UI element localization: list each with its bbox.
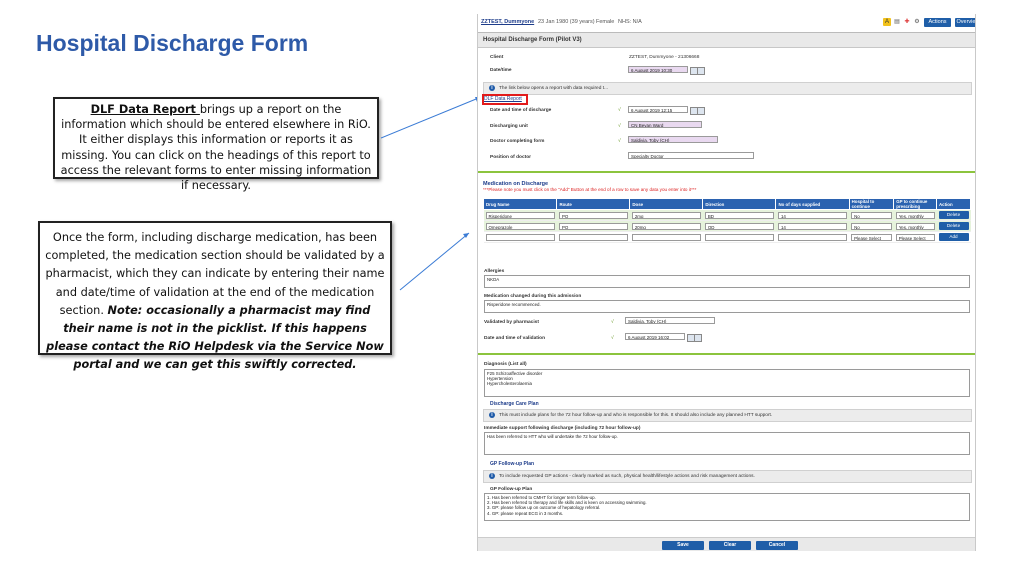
gp-info-bar [483, 470, 972, 483]
dlf-report-callout-text: brings up a report on the information which should be entered elsewhere in RiO. It either displays this information or reports it as missing. You can click on the headings of this report to access the relevant forms to enter missing information if necessary. [60, 103, 372, 193]
discharge-datetime-label: Date and time of discharge [490, 108, 552, 113]
gp-plan-field[interactable] [484, 493, 970, 521]
info-icon: i [489, 412, 495, 418]
banner-icons [883, 18, 923, 26]
delete-button[interactable]: Delete [939, 211, 969, 219]
diagnosis-label: Diagnosis (List all) [484, 362, 527, 367]
patient-gender: Female [596, 19, 615, 25]
diagnosis-field[interactable] [484, 369, 970, 397]
settings-icon[interactable]: ⚙ [914, 19, 920, 25]
mandatory-tick-icon: √ [611, 335, 614, 341]
dose-field[interactable]: 2mg [632, 212, 701, 219]
client-label: Client [490, 55, 504, 60]
gp-plan-line: 3. GP: please follow up on outcome of hepatology referral. [487, 505, 601, 511]
diagnosis-line: Hypertension [487, 376, 513, 382]
route-field[interactable]: PO [559, 212, 628, 219]
drug-name-field[interactable]: Risperidone [486, 212, 555, 219]
route-field[interactable]: PO [559, 223, 628, 230]
gp-info-text: To include requested GP actions - clearly marked as such, physical health/lifestyle actions and risk management actions. [499, 474, 755, 479]
diagnosis-line: Hypercholesterolaemia [487, 381, 532, 387]
dlf-link-highlight [482, 94, 528, 105]
allergies-label: Allergies [484, 269, 505, 274]
hospital-continue-select[interactable]: No [851, 212, 892, 219]
connector-line-pharmacist [400, 233, 469, 290]
dlf-data-report-link[interactable]: DLF Data Report [484, 96, 522, 102]
rio-form-screenshot [477, 14, 976, 551]
alert-icon[interactable]: ✚ [904, 19, 910, 25]
gp-continue-select[interactable]: Yes, monthly [896, 212, 935, 219]
medication-table [483, 198, 971, 243]
direction-field[interactable]: BD [705, 212, 774, 219]
discharging-unit-label: Discharging unit [490, 124, 528, 129]
col-direction: Direction [703, 199, 776, 210]
allergies-field[interactable]: NKDA [484, 275, 970, 288]
days-field[interactable]: 14 [778, 212, 847, 219]
gp-continue-select[interactable]: Yes, monthly [896, 223, 935, 230]
medication-add-note: ***Please note you must click on the "Add" Button at the end of a row to save any data you enter into it*** [483, 187, 697, 192]
cancel-button[interactable]: Cancel [756, 541, 798, 550]
pharmacist-select[interactable]: Saldivia, Toby (CH) [625, 317, 715, 324]
col-dose: Dose [630, 199, 703, 210]
pharmacist-validation-callout [38, 221, 392, 372]
actions-button[interactable]: Actions [924, 18, 951, 27]
patient-nhs-number: NHS: N/A [618, 19, 642, 25]
care-plan-info-text: This must include plans for the 72 hour follow-up and who is responsible for this. It should also include any planned HTT support. [499, 413, 773, 418]
clock-icon[interactable] [694, 334, 702, 342]
datetime-field[interactable]: 6 August 2019 10:30 [628, 66, 688, 73]
position-of-doctor-label: Position of doctor [490, 155, 532, 160]
gp-plan-line: 4. GP: please repeat ECG in 3 months. [487, 510, 564, 516]
medication-section-title: Medication on Discharge [483, 181, 549, 187]
days-field[interactable]: 14 [778, 223, 847, 230]
info-icon: i [489, 473, 495, 479]
col-route: Route [557, 199, 630, 210]
dlf-info-bar [483, 82, 972, 95]
direction-field[interactable] [705, 234, 774, 241]
discharge-datetime-field[interactable]: 6 August 2019 12:15 [628, 106, 688, 113]
document-icon[interactable]: ▤ [894, 19, 900, 25]
form-title: Hospital Discharge Form (Pilot V3) [483, 37, 582, 43]
position-of-doctor-field[interactable]: Specialty Doctor [628, 152, 754, 159]
col-drug-name: Drug Name [484, 199, 557, 210]
dlf-info-text: The link below opens a report with data required t... [499, 86, 609, 91]
dlf-report-callout [53, 97, 379, 193]
col-hospital-continue: Hospital to continue [849, 199, 894, 210]
drug-name-field[interactable] [486, 234, 555, 241]
client-value: ZZTEST, Dummyone - 21306668 [629, 55, 700, 60]
table-row [484, 221, 971, 232]
drug-name-field[interactable]: Omeprazole [486, 223, 555, 230]
gp-plan-line: 1. Has been referred to CMHT for longer term follow-up. [487, 495, 596, 500]
validated-by-pharmacist-label: Validated by pharmacist [484, 320, 539, 325]
slide-title: Hospital Discharge Form [36, 30, 309, 56]
dose-field[interactable]: 20mg [632, 223, 701, 230]
doctor-completing-select[interactable]: Saldivia, Toby (CH) [628, 136, 718, 143]
mandatory-tick-icon: √ [618, 138, 621, 144]
diagnosis-line: F25 Schizoaffective disorder [487, 371, 543, 376]
col-days-supplied: No of days supplied [776, 199, 849, 210]
form-header [478, 33, 975, 48]
save-button[interactable]: Save [662, 541, 704, 550]
medication-changed-field[interactable]: Risperidone recommenced. [484, 300, 970, 313]
pharmacist-callout-note: Note: occasionally a pharmacist may find their name is not in the picklist. If this happens please contact the RiO Helpdesk via the Service Now portal and we can get this swiftly corrected. [46, 303, 384, 372]
connector-arrow-pharmacist [463, 233, 469, 238]
validation-datetime-field[interactable]: 6 August 2019 16:02 [625, 333, 685, 340]
gp-plan-label: GP Follow-up Plan [490, 487, 533, 492]
mandatory-tick-icon: √ [618, 107, 621, 113]
table-row-new [484, 232, 971, 243]
hospital-continue-select[interactable]: No [851, 223, 892, 230]
mandatory-tick-icon: √ [611, 319, 614, 325]
overview-button[interactable]: Overvie [956, 19, 976, 25]
clock-icon[interactable] [697, 107, 705, 115]
gp-follow-up-title: GP Follow-up Plan [490, 461, 535, 467]
doctor-completing-label: Doctor completing form [490, 139, 545, 144]
clock-icon[interactable] [697, 67, 705, 75]
table-row [484, 210, 971, 221]
route-field[interactable] [559, 234, 628, 241]
dlf-report-callout-lead: DLF Data Report [90, 103, 200, 116]
direction-field[interactable]: OD [705, 223, 774, 230]
delete-button[interactable]: Delete [939, 222, 969, 230]
col-gp-continue: GP to continue prescribing [894, 199, 937, 210]
days-field[interactable] [778, 234, 847, 241]
col-action: Action [937, 199, 971, 210]
care-plan-title: Discharge Care Plan [490, 401, 539, 407]
section-divider [478, 353, 975, 355]
gp-plan-line: 2. Has been referred to therapy and life skills and is keen on accessing swimming. [487, 500, 647, 506]
immediate-support-field[interactable]: Has been referred to HTT who will undertake the 72 hour follow-up. [484, 432, 970, 455]
warning-icon[interactable]: A [884, 19, 889, 25]
hospital-continue-select[interactable]: Please Select [851, 234, 892, 241]
datetime-label: Date/time [490, 68, 512, 73]
clear-button[interactable]: Clear [709, 541, 751, 550]
gp-continue-select[interactable]: Please Select [896, 234, 935, 241]
validation-datetime-label: Date and time of validation [484, 336, 546, 341]
connector-line-dlf [381, 97, 481, 138]
mandatory-tick-icon: √ [618, 123, 621, 129]
immediate-support-label: Immediate support following discharge (including 72 hour follow-up) [484, 426, 641, 431]
discharging-unit-select[interactable]: CN Bevan Ward [628, 121, 702, 128]
medication-changed-label: Medication changed during this admission [484, 294, 582, 299]
add-button[interactable]: Add [939, 233, 969, 241]
info-icon: i [489, 85, 495, 91]
section-divider [478, 171, 975, 173]
care-plan-info-bar [483, 409, 972, 422]
patient-banner [478, 14, 975, 33]
pharmacist-callout-text: Once the form, including discharge medication, has been completed, the medication section should be validated by a pharmacist, which they can indicate by entering their name and date/time of validation at the end of the medication section. [45, 231, 385, 317]
patient-name-link[interactable]: ZZTEST, Dummyone [481, 19, 535, 25]
dose-field[interactable] [632, 234, 701, 241]
patient-dob: 23 Jan 1980 (39 years) [538, 19, 595, 25]
